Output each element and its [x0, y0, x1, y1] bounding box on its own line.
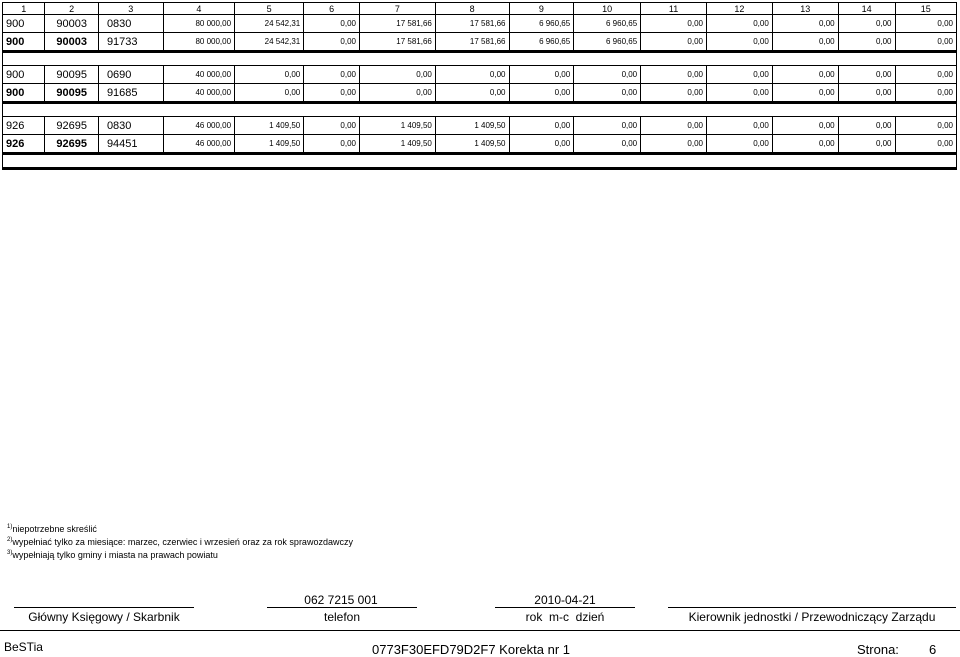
table-cell: 0,00 [838, 84, 895, 103]
table-cell: 91685 [98, 84, 163, 103]
footer-divider [0, 630, 960, 631]
table-cell: 40 000,00 [163, 84, 234, 103]
footnotes [7, 522, 353, 561]
column-header: 10 [574, 3, 641, 15]
table-cell: 900 [3, 66, 45, 84]
table-cell: 0,00 [509, 84, 574, 103]
table-cell: 24 542,31 [235, 15, 304, 33]
table-cell: 0,00 [706, 33, 772, 52]
table-cell: 0,00 [838, 66, 895, 84]
table-cell: 0,00 [641, 66, 707, 84]
table-cell: 0,00 [435, 84, 509, 103]
phone-label: telefon [323, 610, 361, 624]
table-cell: 0,00 [706, 117, 772, 135]
table-cell: 94451 [98, 135, 163, 154]
phone-value: 062 7215 001 [304, 593, 378, 607]
table-cell: 0,00 [895, 84, 956, 103]
table-cell: 0,00 [895, 33, 956, 52]
table-cell: 0,00 [304, 135, 360, 154]
column-header: 9 [509, 3, 574, 15]
table-cell: 0,00 [838, 135, 895, 154]
page-label: Strona: [857, 642, 899, 657]
column-header: 11 [641, 3, 707, 15]
table-cell: 0,00 [772, 15, 838, 33]
table-cell: 1 409,50 [435, 135, 509, 154]
table-cell: 0,00 [235, 84, 304, 103]
table-cell: 0,00 [304, 33, 360, 52]
table-cell: 6 960,65 [509, 15, 574, 33]
table-cell: 46 000,00 [163, 135, 234, 154]
table-cell: 926 [3, 117, 45, 135]
table-cell: 0,00 [706, 84, 772, 103]
table-cell: 0,00 [706, 66, 772, 84]
table-cell: 0,00 [574, 135, 641, 154]
table-cell: 0,00 [838, 15, 895, 33]
table-cell: 0,00 [895, 117, 956, 135]
table-cell: 0,00 [641, 33, 707, 52]
document-id: 0773F30EFD79D2F7 Korekta nr 1 [372, 642, 570, 657]
table-cell: 0,00 [304, 84, 360, 103]
app-name: BeSTia [4, 640, 43, 654]
table-cell: 46 000,00 [163, 117, 234, 135]
table-cell: 0,00 [235, 66, 304, 84]
table-cell: 0,00 [574, 117, 641, 135]
table-cell: 0,00 [706, 15, 772, 33]
table-cell: 92695 [45, 135, 99, 154]
column-header: 6 [304, 3, 360, 15]
table-row [3, 33, 957, 52]
table-cell: 17 581,66 [435, 33, 509, 52]
table-cell: 0,00 [435, 66, 509, 84]
column-header: 7 [360, 3, 436, 15]
table-cell: 17 581,66 [360, 33, 436, 52]
column-header: 12 [706, 3, 772, 15]
column-header: 15 [895, 3, 956, 15]
column-header: 14 [838, 3, 895, 15]
table-cell: 0830 [98, 117, 163, 135]
table-cell: 90095 [45, 84, 99, 103]
table-row [3, 135, 957, 154]
table-cell: 0,00 [574, 84, 641, 103]
column-header: 2 [45, 3, 99, 15]
table-cell: 0,00 [772, 84, 838, 103]
table-cell: 900 [3, 84, 45, 103]
table-cell: 0,00 [509, 66, 574, 84]
date-label: rok m-c dzień [525, 610, 605, 624]
table-cell: 900 [3, 15, 45, 33]
footnote-1: $^{1)}$niepotrzebne skreślić [7, 524, 97, 534]
table-cell: 17 581,66 [435, 15, 509, 33]
date-line [495, 607, 635, 608]
table-cell: 0,00 [895, 15, 956, 33]
table-cell: 0,00 [304, 15, 360, 33]
table-cell: 6 960,65 [574, 15, 641, 33]
table-cell: 0,00 [360, 66, 436, 84]
column-header: 8 [435, 3, 509, 15]
table-cell: 90003 [45, 33, 99, 52]
table-cell: 1 409,50 [360, 135, 436, 154]
table-cell: 0,00 [304, 66, 360, 84]
table-cell: 0,00 [706, 135, 772, 154]
page-number: 6 [929, 642, 937, 657]
table-cell: 926 [3, 135, 45, 154]
table-cell: 0,00 [838, 33, 895, 52]
table-cell: 40 000,00 [163, 66, 234, 84]
table-cell: 0,00 [772, 117, 838, 135]
table-cell: 24 542,31 [235, 33, 304, 52]
table-row [3, 84, 957, 103]
date-value: 2010-04-21 [534, 593, 596, 607]
table-cell: 0,00 [509, 135, 574, 154]
table-cell: 80 000,00 [163, 33, 234, 52]
table-cell: 0690 [98, 66, 163, 84]
table-cell: 17 581,66 [360, 15, 436, 33]
table-cell: 1 409,50 [435, 117, 509, 135]
column-header: 4 [163, 3, 234, 15]
header-row [3, 3, 957, 15]
table-cell: 0,00 [772, 135, 838, 154]
table-cell: 80 000,00 [163, 15, 234, 33]
table-row [3, 15, 957, 33]
group-separator [3, 52, 957, 66]
table-cell: 0830 [98, 15, 163, 33]
table-cell: 0,00 [641, 15, 707, 33]
table-cell: 0,00 [838, 117, 895, 135]
budget-report-table [2, 2, 957, 170]
table-cell: 1 409,50 [360, 117, 436, 135]
table-cell: 90095 [45, 66, 99, 84]
phone-line [267, 607, 417, 608]
head-label: Kierownik jednostki / Przewodniczący Zarządu [688, 610, 936, 624]
column-header: 13 [772, 3, 838, 15]
footnote-2: $^{2)}$wypełniać tylko za miesiące: marzec, czerwiec i wrzesień oraz za rok sprawozdawczy [7, 537, 353, 547]
table-row [3, 66, 957, 84]
table-cell: 0,00 [895, 135, 956, 154]
chief-accountant-signature-line [14, 607, 194, 608]
table-cell: 92695 [45, 117, 99, 135]
table-end-band [3, 154, 957, 169]
table-cell: 900 [3, 33, 45, 52]
head-signature-line [668, 607, 956, 608]
table-cell: 0,00 [772, 66, 838, 84]
table-cell: 0,00 [574, 66, 641, 84]
table-cell: 0,00 [641, 84, 707, 103]
table-cell: 0,00 [641, 117, 707, 135]
table-cell: 0,00 [895, 66, 956, 84]
table-row [3, 117, 957, 135]
table-cell: 6 960,65 [574, 33, 641, 52]
table-cell: 0,00 [772, 33, 838, 52]
chief-accountant-label: Główny Księgowy / Skarbnik [28, 610, 180, 624]
table-cell: 0,00 [509, 117, 574, 135]
group-separator [3, 103, 957, 117]
column-header: 3 [98, 3, 163, 15]
table-cell: 91733 [98, 33, 163, 52]
footnote-3: $^{3)}$wypełniają tylko gminy i miasta na prawach powiatu [7, 550, 218, 560]
table-cell: 1 409,50 [235, 135, 304, 154]
table-cell: 0,00 [360, 84, 436, 103]
table-cell: 0,00 [641, 135, 707, 154]
table-cell: 0,00 [304, 117, 360, 135]
table-cell: 90003 [45, 15, 99, 33]
table-cell: 1 409,50 [235, 117, 304, 135]
column-header: 5 [235, 3, 304, 15]
column-header: 1 [3, 3, 45, 15]
table-cell: 6 960,65 [509, 33, 574, 52]
